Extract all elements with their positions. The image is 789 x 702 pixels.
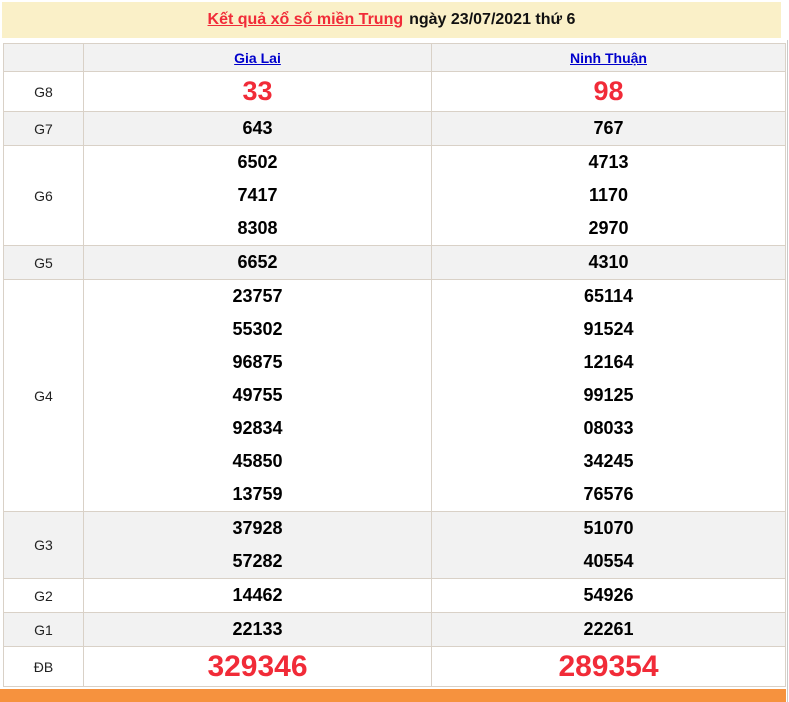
table-row	[4, 246, 786, 280]
header-row	[4, 44, 786, 72]
prize-number: 57282	[232, 551, 283, 571]
result-cell	[84, 579, 432, 613]
result-cell	[432, 613, 786, 647]
result-cell	[84, 112, 432, 146]
table-row	[4, 146, 786, 246]
result-cell	[84, 512, 432, 579]
prize-label: G8	[4, 72, 84, 112]
result-cell	[432, 579, 786, 613]
prize-number: 23757	[232, 286, 283, 306]
prize-number: 22133	[232, 619, 283, 639]
prize-number: 55302	[232, 319, 283, 339]
results-title-link[interactable]: Kết quả xổ số miền Trung	[207, 11, 404, 28]
prize-number: 40554	[583, 551, 634, 571]
table-row	[4, 613, 786, 647]
prize-number: 14462	[232, 585, 283, 605]
province-link-gia-lai[interactable]: Gia Lai	[234, 49, 281, 66]
table-row	[4, 280, 786, 512]
prize-number: 54926	[583, 585, 634, 605]
result-cell	[432, 647, 786, 687]
bottom-cutoff-bar	[0, 689, 786, 702]
prize-number: 98	[593, 76, 624, 106]
prize-label: G1	[4, 613, 84, 647]
prize-label: G3	[4, 512, 84, 579]
prize-number: 65114	[583, 286, 634, 306]
prize-number: 1170	[588, 185, 629, 205]
prize-number: 2970	[588, 218, 629, 238]
result-cell	[84, 246, 432, 280]
prize-number: 22261	[583, 619, 634, 639]
table-row	[4, 579, 786, 613]
prize-number: 96875	[232, 352, 283, 372]
prize-number: 8308	[237, 218, 278, 238]
prize-number: 7417	[237, 185, 278, 205]
result-cell	[432, 72, 786, 112]
prize-label: G2	[4, 579, 84, 613]
column-header-ninh-thuan	[432, 44, 786, 72]
result-cell	[432, 512, 786, 579]
prize-number: 289354	[558, 650, 659, 683]
prize-number: 6652	[237, 252, 278, 272]
prize-label: G7	[4, 112, 84, 146]
result-cell	[432, 280, 786, 512]
result-cell	[84, 280, 432, 512]
prize-label: G4	[4, 280, 84, 512]
prize-number: 4310	[588, 252, 629, 272]
results-banner	[2, 2, 781, 38]
table-row	[4, 112, 786, 146]
prize-number: 08033	[583, 418, 634, 438]
prize-number: 49755	[232, 385, 283, 405]
prize-number: 45850	[232, 451, 283, 471]
prize-number: 329346	[207, 650, 308, 683]
results-date-text: ngày 23/07/2021 thứ 6	[409, 11, 576, 28]
result-cell	[84, 647, 432, 687]
table-row	[4, 647, 786, 687]
prize-label: G5	[4, 246, 84, 280]
prize-label: ĐB	[4, 647, 84, 687]
prize-label: G6	[4, 146, 84, 246]
prize-number: 767	[593, 118, 624, 138]
right-edge-divider	[787, 40, 788, 702]
prize-number: 99125	[583, 385, 634, 405]
result-cell	[84, 613, 432, 647]
table-row	[4, 72, 786, 112]
result-cell	[432, 146, 786, 246]
column-header-gia-lai	[84, 44, 432, 72]
result-cell	[432, 246, 786, 280]
prize-number: 4713	[588, 152, 629, 172]
result-cell	[84, 72, 432, 112]
corner-cell	[4, 44, 84, 72]
table-row	[4, 512, 786, 579]
prize-number: 13759	[232, 484, 283, 504]
result-cell	[84, 146, 432, 246]
prize-number: 92834	[232, 418, 283, 438]
prize-number: 37928	[232, 518, 283, 538]
prize-number: 34245	[583, 451, 634, 471]
prize-number: 51070	[583, 518, 634, 538]
prize-number: 643	[242, 118, 273, 138]
prize-number: 91524	[583, 319, 634, 339]
prize-number: 76576	[583, 484, 634, 504]
prize-number: 6502	[237, 152, 278, 172]
lottery-results-table	[3, 43, 786, 687]
prize-number: 33	[242, 76, 273, 106]
province-link-ninh-thuan[interactable]: Ninh Thuận	[570, 49, 647, 66]
result-cell	[432, 112, 786, 146]
prize-number: 12164	[583, 352, 634, 372]
